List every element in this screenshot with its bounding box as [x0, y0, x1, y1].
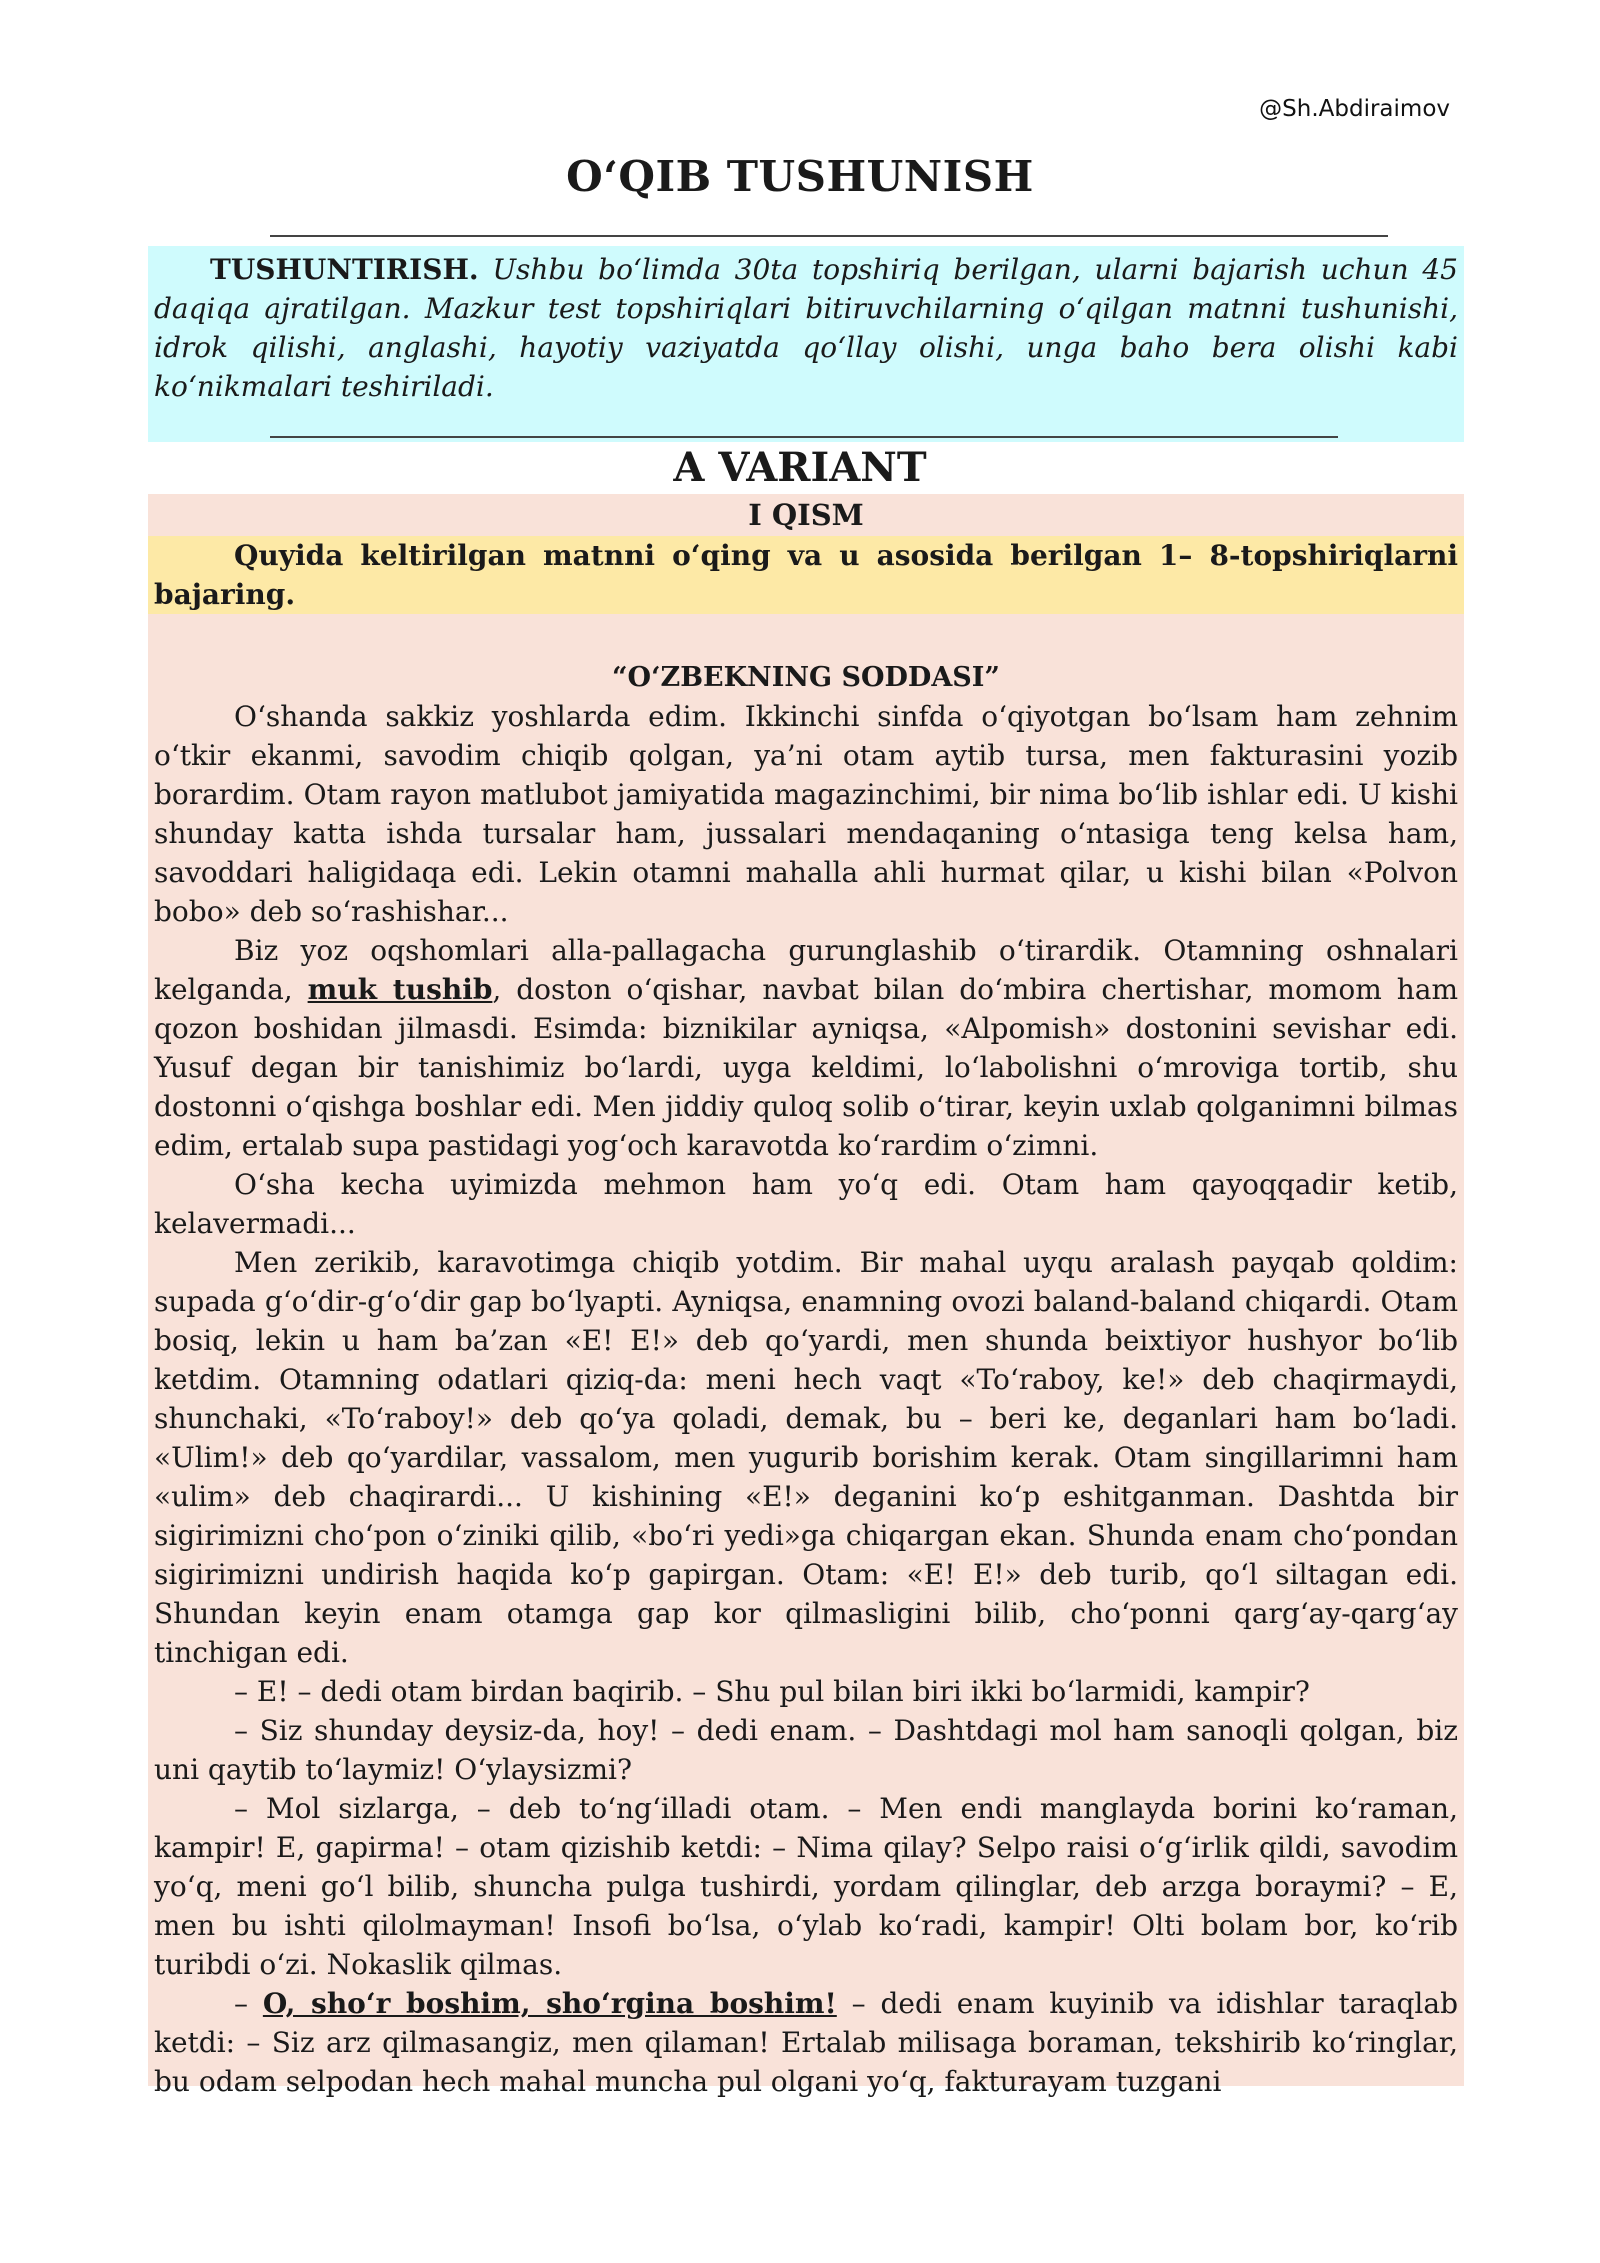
story-paragraph-5: – E! – dedi otam birdan baqirib. – Shu pul bilan biri ikki bo‘larmidi, kampir? — [234, 1675, 1310, 1708]
story-paragraph-7: – Mol sizlarga, – deb to‘ng‘illadi otam. – Men endi manglayda borini ko‘raman, kampir! E, gapirma! – otam qizishib ketdi: – Nima qilay? Selpo raisi o‘g‘irlik qildi, savodim yo‘q, meni go‘l bilib, shuncha pulga tushirdi, yordam qilinglar, deb arzga boraymi? – E, men bu ishti qilolmayman! Insofi bo‘lsa, o‘ylab ko‘radi, kampir! Olti bolam bor, ko‘rib turibdi o‘zi. Nokaslik qilmas. — [154, 1792, 1458, 1981]
underlined-phrase: muk tushib — [307, 973, 493, 1006]
task-text: Quyida keltirilgan matnni o‘qing va u asosida berilgan 1– 8-topshiriqlarni bajaring. — [154, 539, 1458, 611]
instruction-lead: TUSHUNTIRISH. — [210, 253, 479, 286]
story-paragraph-6: – Siz shunday deysiz-da, hoy! – dedi enam. – Dashtdagi mol ham sanoqli qolgan, biz uni qaytib to‘laymiz! O‘ylaysizmi? — [154, 1714, 1458, 1786]
story-title: “O‘ZBEKNING SODDASI” — [612, 662, 1000, 693]
story-paragraph-4: Men zerikib, karavotimga chiqib yotdim. Bir mahal uyqu aralash payqab qoldim: supada g‘o‘dir-g‘o‘dir gap bo‘lyapti. Ayniqsa, enamning ovozi baland-baland chiqardi. Otam bosiq, lekin u ham ba’zan «E! E!» deb qo‘yardi, men shunda beixtiyor hushyor bo‘lib ketdim. Otamning odatlari qiziq-da: meni hech vaqt «To‘raboy, ke!» deb chaqirmaydi, shunchaki, «To‘raboy!» deb qo‘ya qoladi, demak, bu – beri ke, deganlari ham bo‘ladi. «Ulim!» deb qo‘yardilar, vassalom, men yugurib borishim kerak. Otam singillarimni ham «ulim» deb chaqirardi... U kishining «E!» deganini ko‘p eshitganman. Dashtda bir sigirimizni cho‘pon o‘ziniki qilib, «bo‘ri yedi»ga chiqargan ekan. Shunda enam cho‘pondan sigirimizni undirish haqida ko‘p gapirgan. Otam: «E! E!» deb turib, qo‘l siltagan edi. Shundan keyin enam otamga gap kor qilmasligini bilib, cho‘ponni qarg‘ay-qarg‘ay tinchigan edi. — [154, 1246, 1458, 1669]
instruction-text: Ushbu bo‘limda 30ta topshiriq berilgan, ularni bajarish uchun 45 daqiqa ajratilgan. Mazkur test topshiriqlari bitiruvchilarning o‘qilgan matnni tushunishi, idrok qilishi, anglashi, hayotiy vaziyatda qo‘llay olishi, unga baho bera olishi kabi ko‘nikmalari teshiriladi. — [154, 253, 1458, 403]
page-title: O‘QIB TUSHUNISH — [566, 152, 1034, 201]
divider-top — [270, 235, 1388, 237]
reading-section — [148, 494, 1464, 2098]
instruction-box — [148, 246, 1464, 442]
paragraph-text: – — [234, 1987, 263, 2020]
story-paragraph-1: O‘shanda sakkiz yoshlarda edim. Ikkinchi sinfda o‘qiyotgan bo‘lsam ham zehnim o‘tkir ekanmi, savodim chiqib qolgan, ya’ni otam aytib tursa, men fakturasini yozib borardim. Otam rayon matlubot jamiyatida magazinchimi, bir nima bo‘lib ishlar edi. U kishi shunday katta ishda tursalar ham, jussalari mendaqaning o‘ntasiga teng kelsa ham, savoddari haligidaqa edi. Lekin otamni mahalla ahli hurmat qilar, u kishi bilan «Polvon bobo» deb so‘rashishar... — [154, 700, 1458, 928]
paragraph-text: Biz yoz oqshomlari alla-pallagacha gurunglashib o‘tirardik. Otamning oshnalari kelganda, — [154, 934, 1458, 1006]
paragraph-text: – dedi enam kuyinib va idishlar taraqlab ketdi: – Siz arz qilmasangiz, men qilaman! Ertalab milisaga boraman, tekshirib ko‘ringlar, bu odam selpodan hech mahal muncha pul olgani yo‘q, fakturayam tuzgani — [154, 1987, 1458, 2098]
part-title: I QISM — [748, 498, 864, 532]
variant-title: A VARIANT — [673, 444, 927, 491]
story-paragraph-2 — [154, 931, 1458, 1165]
author-handle: @Sh.Abdiraimov — [1259, 96, 1450, 122]
story-paragraph-3: O‘sha kecha uyimizda mehmon ham yo‘q edi. Otam ham qayoqqadir ketib, kelavermadi... — [154, 1168, 1458, 1240]
underlined-phrase: O, sho‘r boshim, sho‘rgina boshim! — [262, 1987, 837, 2020]
task-instruction — [148, 536, 1464, 614]
story-paragraph-8 — [154, 1984, 1458, 2101]
divider-bottom — [270, 436, 1338, 438]
paragraph-text: , doston o‘qishar, navbat bilan do‘mbira chertishar, momom ham qozon boshidan jilmasdi. Esimda: biznikilar ayniqsa, «Alpomish» dostonini sevishar edi. Yusuf degan bir tanishimiz bo‘lardi, uyga keldimi, lo‘labolishni o‘mroviga tortib, shu dostonni o‘qishga boshlar edi. Men jiddiy quloq solib o‘tirar, keyin uxlab qolganimni bilmas edim, ertalab supa pastidagi yog‘och karavotda ko‘rardim o‘zimni. — [154, 973, 1459, 1162]
